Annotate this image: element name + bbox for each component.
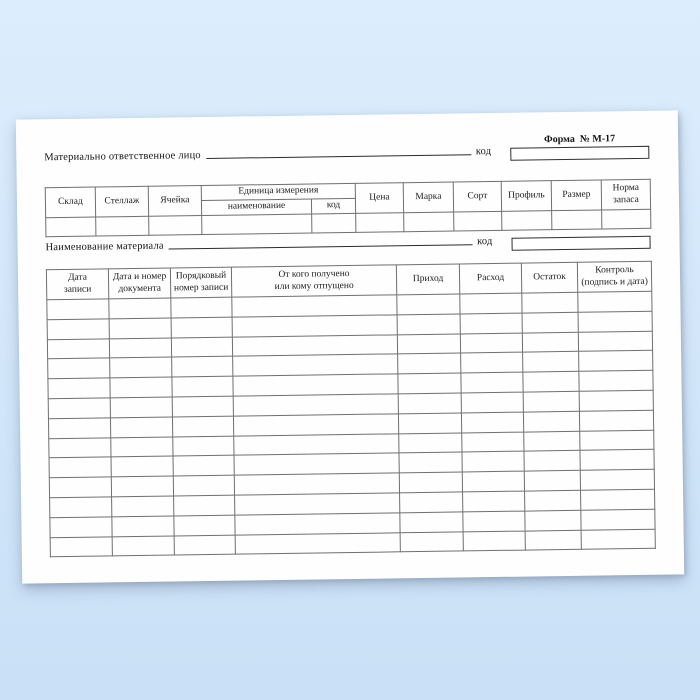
responsible-person-code-box xyxy=(510,146,649,161)
empty-cell xyxy=(48,398,110,419)
spec-col-stock-norm: Норма запаса xyxy=(601,179,650,210)
empty-cell xyxy=(109,338,171,359)
empty-cell xyxy=(461,372,523,393)
empty-cell xyxy=(46,217,96,237)
empty-cell xyxy=(522,312,578,333)
empty-cell xyxy=(580,430,654,451)
empty-cell xyxy=(460,293,522,314)
empty-cell xyxy=(110,357,172,378)
empty-cell xyxy=(112,536,174,557)
empty-cell xyxy=(400,492,463,513)
empty-cell xyxy=(523,371,579,392)
empty-cell xyxy=(397,314,460,335)
empty-cell xyxy=(110,397,172,418)
empty-cell xyxy=(523,352,579,373)
empty-cell xyxy=(579,351,653,372)
ledger-col-record-date: Дата записи xyxy=(46,269,108,300)
ledger-col-from-whom: От кого получено или кому отпущено xyxy=(231,265,396,297)
empty-cell xyxy=(552,210,602,230)
empty-cell xyxy=(233,354,398,376)
empty-cell xyxy=(398,393,461,414)
empty-cell xyxy=(112,496,174,517)
empty-cell xyxy=(579,390,653,411)
empty-cell xyxy=(462,471,524,492)
empty-cell xyxy=(578,291,652,312)
empty-cell xyxy=(460,333,522,354)
empty-cell xyxy=(397,334,460,355)
spec-col-warehouse: Склад xyxy=(45,187,95,218)
form-number-title: Форма № М-17 xyxy=(544,133,616,146)
empty-cell xyxy=(48,418,110,439)
spec-col-cell: Ячейка xyxy=(148,186,201,217)
empty-cell xyxy=(173,475,234,496)
empty-cell xyxy=(400,532,463,553)
ledger-table-body xyxy=(47,291,656,557)
spec-col-unit-code: код xyxy=(311,198,355,214)
empty-cell xyxy=(602,209,651,229)
spec-col-rack: Стеллаж xyxy=(95,186,148,217)
empty-cell xyxy=(233,374,398,396)
responsible-person-label: Материально ответственное лицо xyxy=(44,150,201,164)
empty-cell xyxy=(173,456,234,477)
responsible-person-code-label: код xyxy=(475,146,492,158)
empty-cell xyxy=(404,212,454,232)
empty-cell xyxy=(522,332,578,353)
empty-cell xyxy=(174,535,235,556)
empty-cell xyxy=(523,411,579,432)
spec-table xyxy=(45,179,652,237)
empty-cell xyxy=(461,412,523,433)
empty-cell xyxy=(171,317,232,338)
empty-cell xyxy=(581,509,655,530)
empty-cell xyxy=(460,313,522,334)
empty-cell xyxy=(49,477,111,498)
empty-cell xyxy=(233,414,398,436)
spec-col-unit-group: Единица измерения xyxy=(201,183,355,200)
material-name-blank-line xyxy=(169,244,472,249)
empty-cell xyxy=(49,437,111,458)
empty-cell xyxy=(111,456,173,477)
spec-col-profile: Профиль xyxy=(501,181,551,212)
empty-cell xyxy=(235,493,400,515)
empty-cell xyxy=(174,495,235,516)
empty-cell xyxy=(525,530,581,551)
spec-col-brand: Марка xyxy=(403,182,453,213)
empty-cell xyxy=(579,410,653,431)
empty-cell xyxy=(463,511,525,532)
empty-cell xyxy=(524,451,580,472)
empty-cell xyxy=(399,452,462,473)
empty-cell xyxy=(232,295,397,317)
material-name-code-box xyxy=(511,236,650,251)
empty-cell xyxy=(109,298,171,319)
empty-cell xyxy=(171,297,232,318)
ledger-col-control: Контроль (подпись и дата) xyxy=(577,261,651,292)
empty-cell xyxy=(397,294,460,315)
empty-cell xyxy=(172,357,233,378)
empty-cell xyxy=(149,216,202,236)
material-name-field xyxy=(46,236,493,253)
empty-cell xyxy=(399,433,462,454)
empty-cell xyxy=(580,469,654,490)
ledger-col-record-number: Порядковый номер записи xyxy=(170,267,231,298)
empty-cell xyxy=(235,532,400,554)
empty-cell xyxy=(49,457,111,478)
empty-cell xyxy=(172,376,233,397)
empty-cell xyxy=(112,516,174,537)
empty-cell xyxy=(234,433,399,455)
empty-cell xyxy=(524,431,580,452)
empty-cell xyxy=(111,437,173,458)
empty-cell xyxy=(525,510,581,531)
empty-cell xyxy=(398,413,461,434)
empty-cell xyxy=(172,396,233,417)
empty-cell xyxy=(202,214,312,235)
empty-cell xyxy=(171,337,232,358)
empty-cell xyxy=(47,319,109,340)
spec-col-unit-name: наименование xyxy=(201,199,311,216)
empty-cell xyxy=(356,213,404,233)
empty-cell xyxy=(234,473,399,495)
empty-cell xyxy=(48,358,110,379)
empty-cell xyxy=(50,536,112,557)
form-m17-sheet xyxy=(16,110,684,583)
empty-cell xyxy=(522,292,578,313)
empty-cell xyxy=(581,489,655,510)
empty-cell xyxy=(50,497,112,518)
empty-cell xyxy=(47,299,109,320)
empty-cell xyxy=(578,331,652,352)
empty-cell xyxy=(174,515,235,536)
ledger-col-balance: Остаток xyxy=(521,262,577,293)
empty-cell xyxy=(232,334,397,356)
spec-col-price: Цена xyxy=(355,183,403,214)
empty-cell xyxy=(312,213,356,233)
empty-cell xyxy=(47,338,109,359)
empty-cell xyxy=(234,453,399,475)
empty-cell xyxy=(523,391,579,412)
empty-cell xyxy=(398,353,461,374)
empty-cell xyxy=(400,512,463,533)
responsible-person-field xyxy=(44,146,491,163)
empty-cell xyxy=(110,417,172,438)
empty-cell xyxy=(502,211,552,231)
empty-cell xyxy=(578,311,652,332)
empty-cell xyxy=(461,352,523,373)
empty-cell xyxy=(463,491,525,512)
empty-cell xyxy=(172,416,233,437)
empty-cell xyxy=(524,470,580,491)
empty-cell xyxy=(110,377,172,398)
empty-cell xyxy=(173,436,234,457)
responsible-person-blank-line xyxy=(206,154,471,159)
empty-cell xyxy=(232,315,397,337)
empty-cell xyxy=(463,531,525,552)
empty-cell xyxy=(525,490,581,511)
empty-cell xyxy=(50,517,112,538)
empty-cell xyxy=(579,370,653,391)
material-name-label: Наименование материала xyxy=(45,240,164,254)
empty-cell xyxy=(398,373,461,394)
empty-cell xyxy=(462,451,524,472)
empty-cell xyxy=(109,318,171,339)
ledger-col-income: Приход xyxy=(396,264,459,295)
empty-cell xyxy=(111,476,173,497)
spec-col-grade: Сорт xyxy=(453,181,501,212)
empty-cell xyxy=(399,472,462,493)
empty-cell xyxy=(454,211,502,231)
empty-cell xyxy=(462,432,524,453)
empty-cell xyxy=(48,378,110,399)
material-name-code-label: код xyxy=(476,236,493,248)
ledger-col-expense: Расход xyxy=(459,263,521,294)
empty-cell xyxy=(581,529,655,550)
spec-col-size: Размер xyxy=(551,180,601,211)
empty-cell xyxy=(235,513,400,535)
empty-cell xyxy=(96,216,149,236)
ledger-col-doc-date-number: Дата и номер документа xyxy=(108,268,170,299)
empty-cell xyxy=(233,394,398,416)
empty-cell xyxy=(580,450,654,471)
ledger-table xyxy=(46,261,656,558)
empty-cell xyxy=(461,392,523,413)
